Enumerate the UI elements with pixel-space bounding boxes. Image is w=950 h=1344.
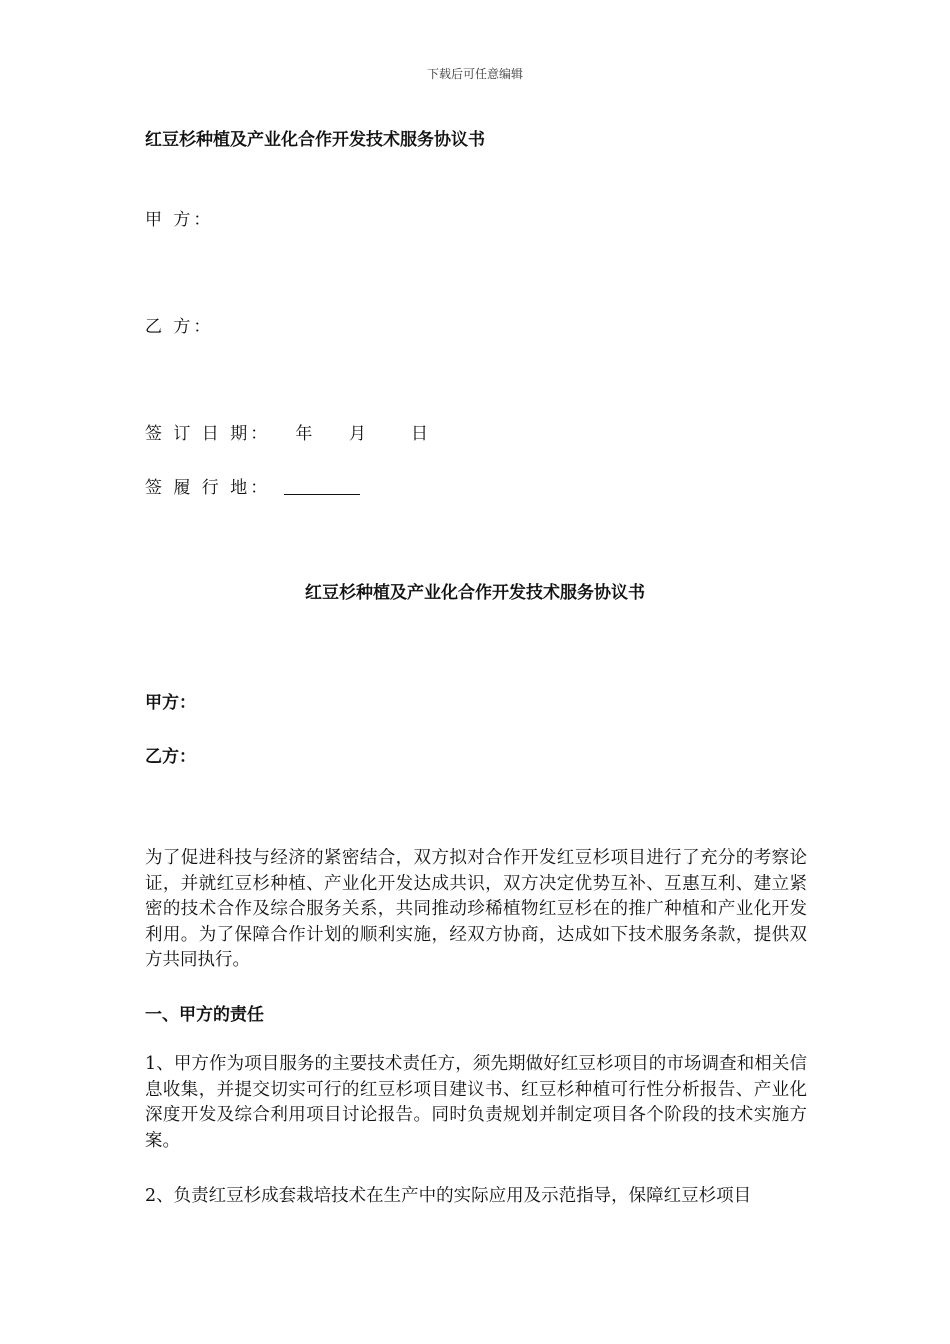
body-party-a: 甲方： [145,693,196,713]
section1-heading: 一、甲方的责任 [145,1005,264,1025]
cover-party-b: 乙 方： [145,317,214,337]
cover-sign-date: 签 订 日 期： 年 月 日 [145,424,432,444]
body-title: 红豆杉种植及产业化合作开发技术服务协议书 [305,583,645,603]
header-note: 下载后可任意编辑 [426,67,523,81]
cover-party-a: 甲 方： [145,210,214,230]
sign-place-blank-line [284,478,360,495]
cover-sign-place-row [145,473,360,498]
clause-2: 2、负责红豆杉成套栽培技术在生产中的实际应用及示范指导，保障红豆杉项目 [145,1186,752,1206]
cover-sign-place-label: 签 履 行 地： [145,478,271,498]
cover-title: 红豆杉种植及产业化合作开发技术服务协议书 [145,130,485,150]
body-party-b: 乙方： [145,747,196,767]
intro-paragraph: 为了促进科技与经济的紧密结合，双方拟对合作开发红豆杉项目进行了充分的考察论证，并就红豆杉种植、产业化开发达成共识，双方决定优势互补、互惠互利、建立紧密的技术合作及综合服务关系，共同推动珍稀植物红豆杉在的推广种植和产业化开发利用。为了保障合作计划的顺利实施，经双方协商，达成如下技术服务条款，提供双方共同执行。 [145,848,807,970]
clause-1: 1、甲方作为项目服务的主要技术责任方，须先期做好红豆杉项目的市场调查和相关信息收集，并提交切实可行的红豆杉项目建议书、红豆杉种植可行性分析报告、产业化深度开发及综合利用项目讨论报告。同时负责规划并制定项目各个阶段的技术实施方案。 [145,1054,807,1151]
